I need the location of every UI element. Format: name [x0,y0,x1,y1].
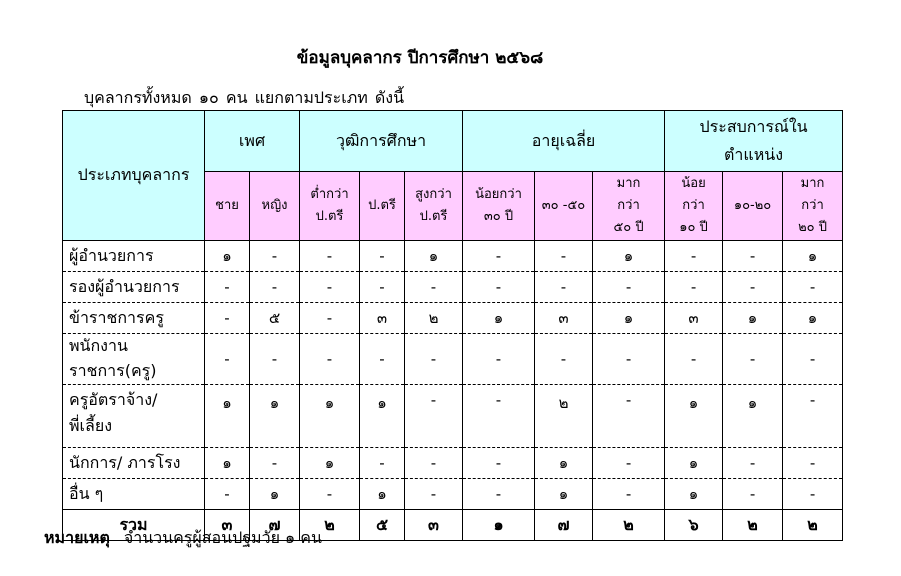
table-cell: ๑ [250,385,300,448]
table-cell: - [250,272,300,303]
table-cell: - [463,272,535,303]
table-cell: ๑ [205,448,250,479]
row-label: พนักงานราชการ(ครู) [63,334,205,385]
total-cell: ๖ [665,510,723,541]
total-cell: ๑ [463,510,535,541]
table-cell: ๑ [665,385,723,448]
total-cell: ๗ [250,510,300,541]
table-cell: - [463,241,535,272]
table-row [63,272,843,303]
table-cell: ๒ [535,385,593,448]
table-cell: - [360,272,405,303]
total-cell: ๒ [593,510,665,541]
table-cell: ๑ [360,385,405,448]
table-cell: - [360,241,405,272]
table-row [63,241,843,272]
row-label: ข้าราชการครู [63,303,205,334]
col-age-under-30: น้อยกว่า ๓๐ ปี [463,172,535,241]
staff-type-header: ประเภทบุคลากร [63,111,205,241]
row-label: ครูอัตราจ้าง/ พี่เลี้ยง [63,385,205,448]
table-cell: - [535,334,593,385]
table-cell: - [723,241,783,272]
row-label: อื่น ๆ [63,479,205,510]
table-cell: ๑ [535,448,593,479]
table-cell: ๕ [250,303,300,334]
table-cell: - [535,272,593,303]
col-below-bachelor: ต่ำกว่า ป.ตรี [300,172,360,241]
footnote-label: หมายเหตุ [44,528,110,547]
col-exp-over-20: มาก กว่า ๒๐ ปี [783,172,843,241]
table-row [63,303,843,334]
page-title: ข้อมูลบุคลากร ปีการศึกษา ๒๕๖๘ [296,48,544,68]
table-cell: - [593,272,665,303]
table-cell: - [405,272,463,303]
table-cell: - [783,479,843,510]
table-cell: - [783,385,843,448]
table-cell: ๑ [665,448,723,479]
table-cell: - [205,479,250,510]
col-age-30-50: ๓๐ -๕๐ [535,172,593,241]
table-cell: ๑ [205,241,250,272]
footnote [44,526,322,551]
table-cell: - [250,448,300,479]
table-cell: - [205,303,250,334]
table-cell: ๓ [535,303,593,334]
table-row [63,479,843,510]
table-cell: - [300,479,360,510]
table-cell: - [463,448,535,479]
staff-table [62,110,843,541]
total-cell: ๒ [300,510,360,541]
table-cell: ๑ [593,303,665,334]
total-cell: ๒ [783,510,843,541]
table-cell: - [723,272,783,303]
table-cell: - [405,385,463,448]
table-cell: ๒ [405,303,463,334]
table-cell: - [300,272,360,303]
table-cell: - [783,448,843,479]
table-cell: - [205,334,250,385]
average-age-header: อายุเฉลี่ย [463,111,665,172]
row-label: ผู้อำนวยการ [63,241,205,272]
table-cell: - [300,241,360,272]
table-row [63,385,843,448]
total-label: รวม [63,510,205,541]
table-cell: ๑ [300,385,360,448]
table-cell: ๓ [665,303,723,334]
table-cell: - [463,385,535,448]
table-cell: - [593,448,665,479]
table-row [63,334,843,385]
table-cell: ๑ [535,479,593,510]
table-cell: ๑ [250,479,300,510]
table-cell: - [535,241,593,272]
gender-header: เพศ [205,111,300,172]
table-cell: - [665,272,723,303]
table-cell: - [405,479,463,510]
table-cell: - [360,334,405,385]
table-cell: - [300,334,360,385]
table-row [63,448,843,479]
table-cell: - [665,241,723,272]
total-cell: ๕ [360,510,405,541]
table-cell: - [300,303,360,334]
table-cell: ๓ [360,303,405,334]
table-cell: - [250,334,300,385]
table-cell: ๑ [723,303,783,334]
table-cell: - [723,479,783,510]
table-cell: - [250,241,300,272]
col-female: หญิง [250,172,300,241]
staff-summary: บุคลากรทั้งหมด ๑๐ คน แยกตามประเภท ดังนี้ [84,88,405,107]
table-cell: - [360,448,405,479]
table-cell: - [783,334,843,385]
table-cell: - [405,448,463,479]
table-cell: - [723,448,783,479]
experience-header: ประสบการณ์ใน ตำแหน่ง [665,111,843,172]
col-above-bachelor: สูงกว่า ป.ตรี [405,172,463,241]
table-cell: - [463,334,535,385]
total-cell: ๓ [405,510,463,541]
table-cell: ๑ [665,479,723,510]
col-age-over-50: มาก กว่า ๕๐ ปี [593,172,665,241]
table-cell: ๑ [205,385,250,448]
total-cell: ๗ [535,510,593,541]
col-male: ชาย [205,172,250,241]
table-cell: - [205,272,250,303]
table-cell: - [593,385,665,448]
total-cell: ๓ [205,510,250,541]
table-cell: - [665,334,723,385]
table-cell: ๑ [783,303,843,334]
table-cell: ๑ [783,241,843,272]
table-cell: ๑ [300,448,360,479]
footnote-text: จำนวนครูผู้สอนปฐมวัย ๑ คน [123,528,322,547]
row-label: รองผู้อำนวยการ [63,272,205,303]
col-bachelor: ป.ตรี [360,172,405,241]
table-cell: - [783,272,843,303]
total-cell: ๒ [723,510,783,541]
row-label: นักการ/ ภารโรง [63,448,205,479]
table-cell: - [593,334,665,385]
table-cell: ๑ [593,241,665,272]
table-cell: - [593,479,665,510]
education-header: วุฒิการศึกษา [300,111,463,172]
table-cell: - [463,479,535,510]
col-exp-10-20: ๑๐-๒๐ [723,172,783,241]
table-cell: - [723,334,783,385]
table-cell: ๑ [723,385,783,448]
col-exp-under-10: น้อย กว่า ๑๐ ปี [665,172,723,241]
table-cell: ๑ [360,479,405,510]
table-cell: ๑ [405,241,463,272]
table-cell: - [405,334,463,385]
table-cell: ๑ [463,303,535,334]
